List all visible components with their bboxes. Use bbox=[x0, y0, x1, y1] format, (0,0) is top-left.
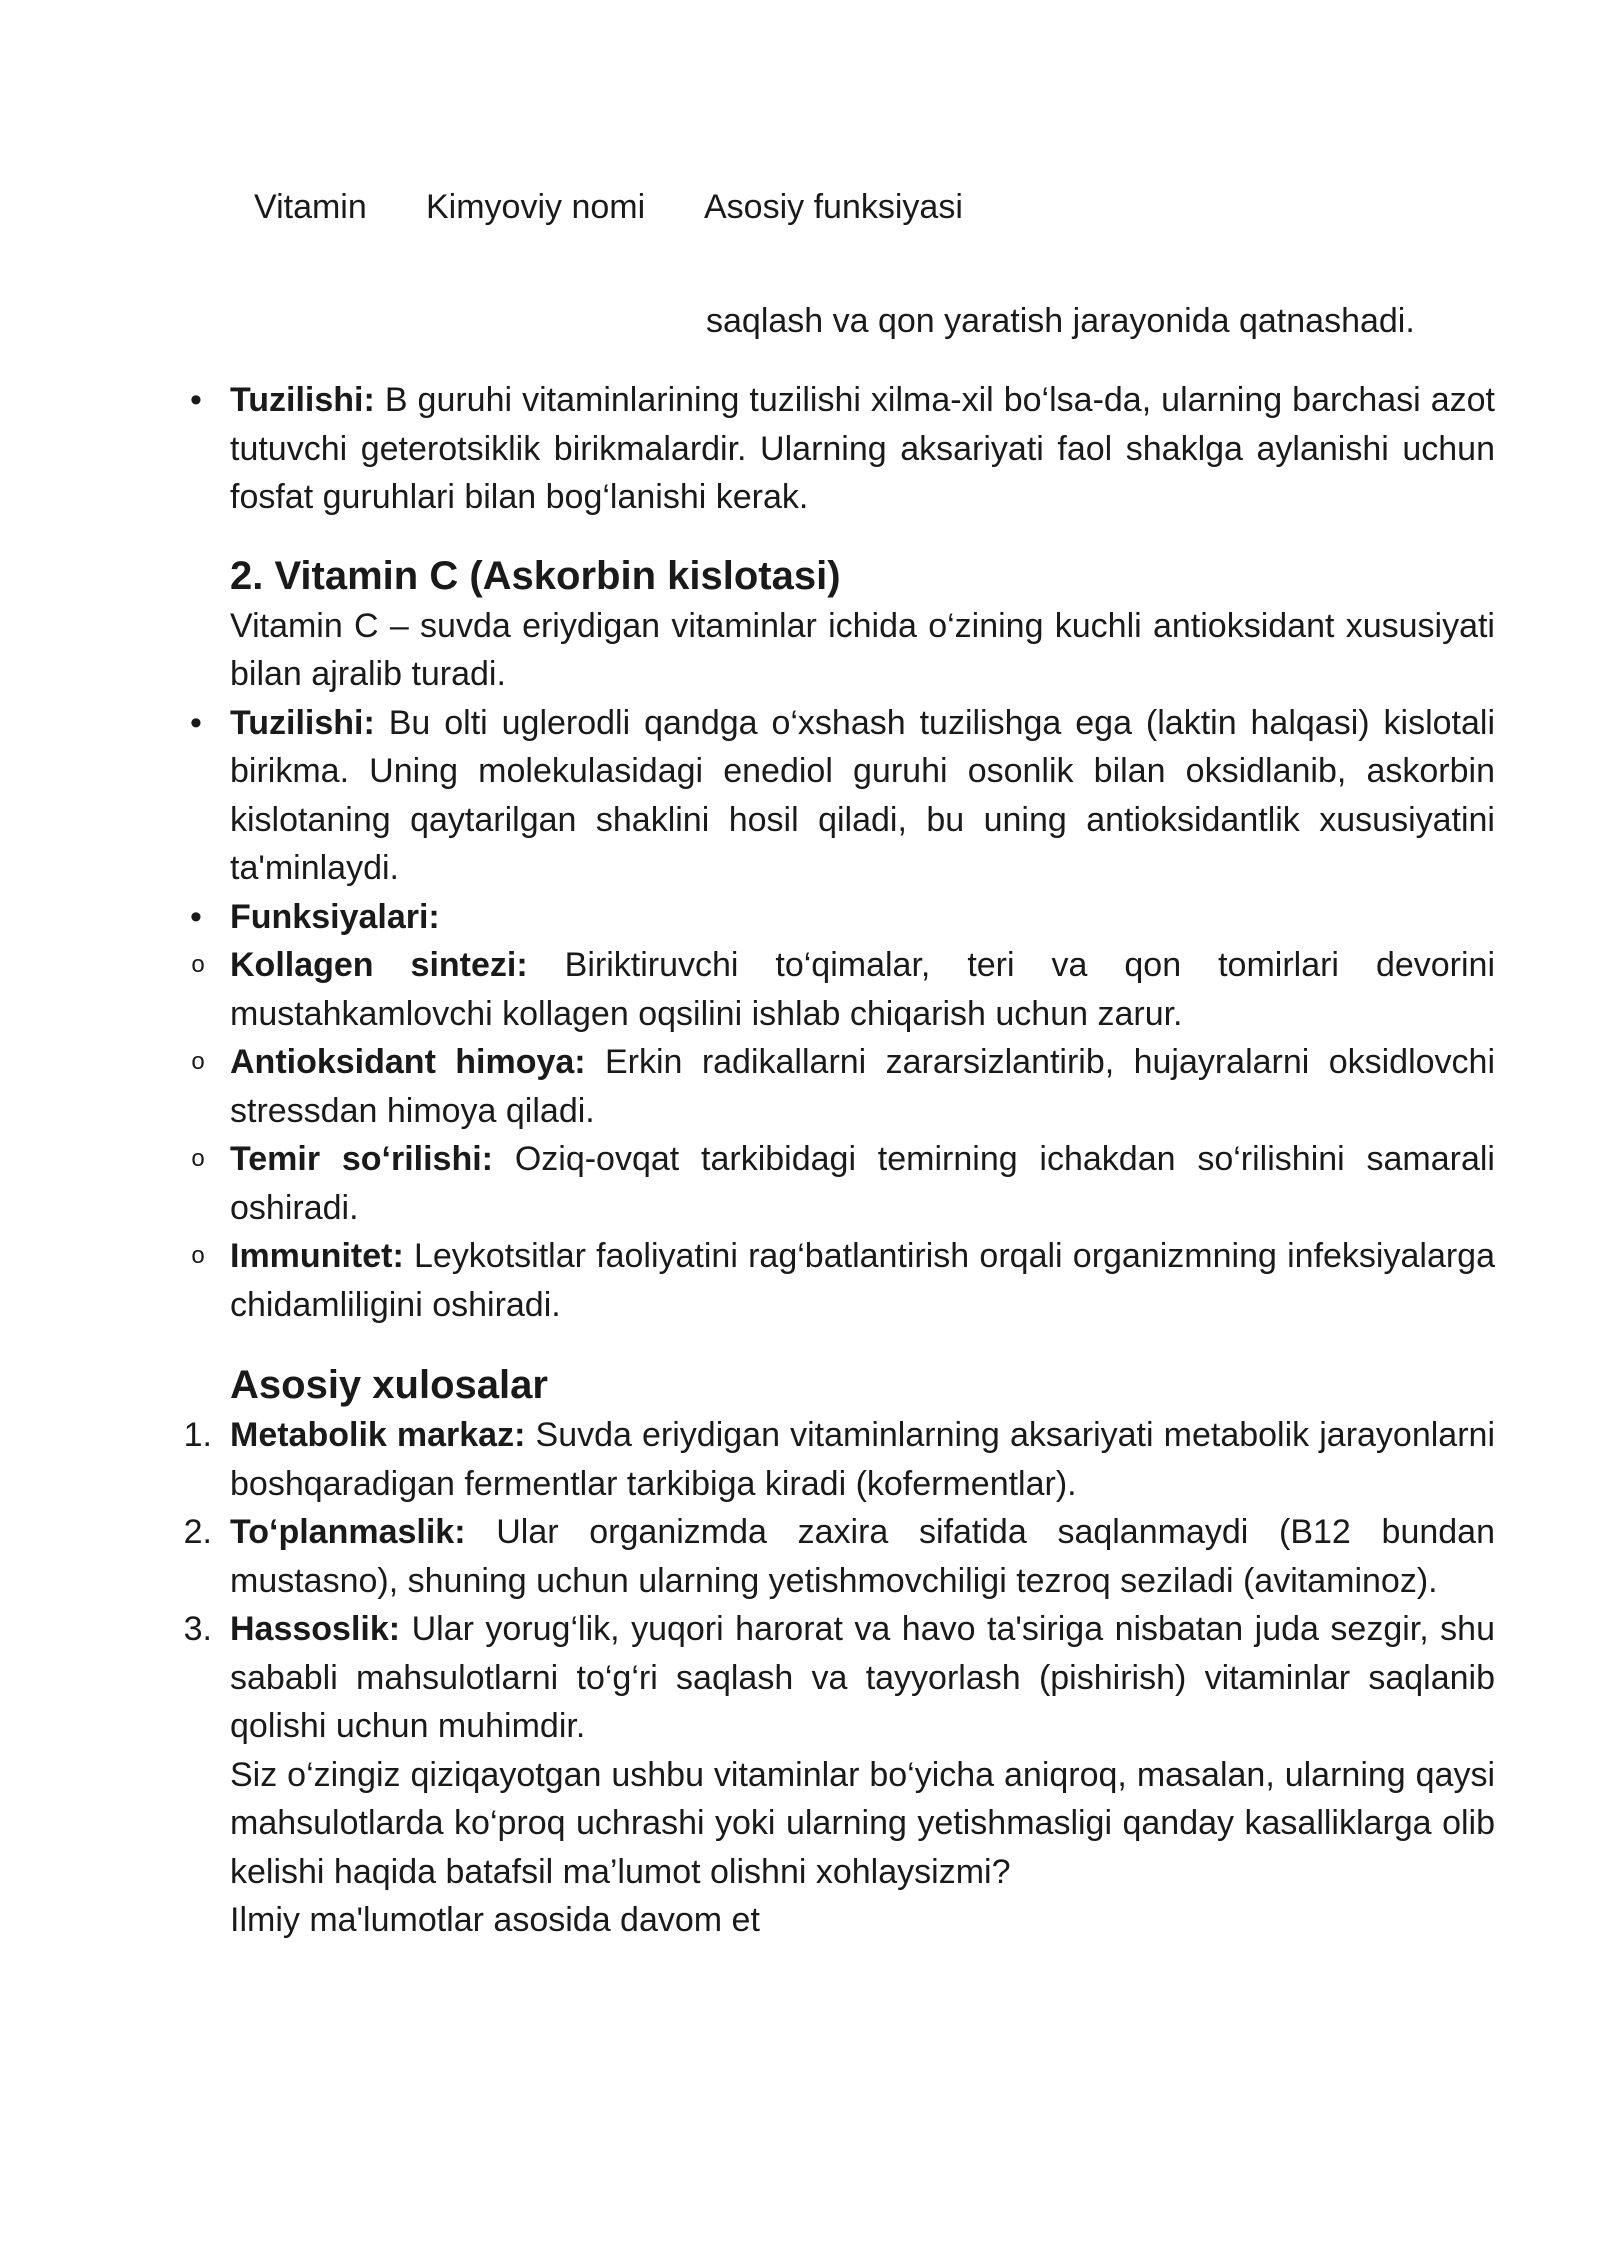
conclusion-label: Hassoslik: bbox=[230, 1610, 401, 1648]
structure-text: B guruhi vitaminlarining tuzilishi xilma-xil bo‘lsa-da, ularning barchasi azot tutuvchi geterotsiklik birikmalardir. Ularning aksariyati faol shaklga aylanishi uchun fosfat guruhlari bilan bog‘lanishi kerak. bbox=[230, 381, 1495, 516]
function-item-iron bbox=[191, 1135, 1495, 1232]
conclusion-item bbox=[183, 1508, 1495, 1605]
bullet-marker: • bbox=[190, 703, 202, 742]
circle-marker: o bbox=[191, 1145, 205, 1172]
functions-label: Funksiyalari: bbox=[230, 897, 440, 936]
number-marker: 3. bbox=[183, 1610, 212, 1648]
function-item-collagen bbox=[191, 941, 1496, 1038]
function-label: Temir so‘rilishi: bbox=[230, 1140, 494, 1178]
structure-text: Bu olti uglerodli qandga o‘xshash tuzilishga ega (laktin halqasi) kislotali birikma. Uning molekulasidagi enediol guruhi osonlik bilan oksidlanib, askorbin kislotaning qaytarilgan shaklini hosil qiladi, bu uning antioksidantlik xususiyatini ta'minlaydi. bbox=[230, 703, 1495, 887]
conclusion-text: Ular yorug‘lik, yuqori harorat va havo ta'siriga nisbatan juda sezgir, shu sababli mahsulotlarni to‘g‘ri saqlash va tayyorlash (pishirish) vitaminlar saqlanib qolishi uchun muhimdir. bbox=[230, 1610, 1495, 1745]
function-label: Antioksidant himoya: bbox=[230, 1043, 586, 1081]
conclusion-item bbox=[183, 1411, 1496, 1508]
conclusions-heading: Asosiy xulosalar bbox=[230, 1363, 548, 1407]
circle-marker: o bbox=[191, 1242, 205, 1269]
function-label: Kollagen sintezi: bbox=[230, 946, 528, 984]
structure-label: Tuzilishi: bbox=[230, 703, 375, 742]
function-item-immunity bbox=[191, 1232, 1495, 1329]
vitamin-c-functions-item bbox=[190, 893, 1495, 942]
number-marker: 2. bbox=[183, 1513, 212, 1551]
circle-marker: o bbox=[191, 1048, 205, 1075]
vitamin-c-intro: Vitamin C – suvda eriydigan vitaminlar ichida o‘zining kuchli antioksidant xususiyati bilan ajralib turadi. bbox=[230, 606, 1495, 693]
number-marker: 1. bbox=[183, 1416, 212, 1454]
vitamin-c-structure-item bbox=[190, 699, 1495, 893]
circle-marker: o bbox=[191, 951, 205, 978]
conclusion-text: Ular organizmda zaxira sifatida saqlanmaydi (B12 bundan mustasno), shuning uchun ularning yetishmovchiligi tezroq seziladi (avitaminoz). bbox=[230, 1513, 1495, 1600]
conclusion-label: Metabolik markaz: bbox=[230, 1416, 526, 1454]
structure-label: Tuzilishi: bbox=[230, 381, 375, 419]
function-text: Biriktiruvchi to‘qimalar, teri va qon tomirlari devorini mustahkamlovchi kollagen oqsilini ishlab chiqarish uchun zarur. bbox=[230, 946, 1496, 1033]
column-header-main-function: Asosiy funksiyasi bbox=[704, 188, 963, 226]
vitamin-c-heading: 2. Vitamin C (Askorbin kislotasi) bbox=[230, 553, 841, 598]
b-group-structure-item bbox=[190, 376, 1495, 522]
table-cell-continuation: saqlash va qon yaratish jarayonida qatnashadi. bbox=[706, 302, 1415, 340]
follow-up-question: Siz o‘zingiz qiziqayotgan ushbu vitaminlar bo‘yicha aniqroq, masalan, ularning qaysi mahsulotlarda ko‘proq uchrashi yoki ularning yetishmasligi qanday kasalliklarga olib kelishi haqida batafsil ma’lumot olishni xohlaysizmi? bbox=[230, 1755, 1495, 1891]
column-header-chemical-name: Kimyoviy nomi bbox=[426, 188, 646, 226]
function-text: Erkin radikallarni zararsizlantirib, hujayralarni oksidlovchi stressdan himoya qiladi. bbox=[230, 1043, 1495, 1130]
function-text: Leykotsitlar faoliyatini rag‘batlantirish orqali organizmning infeksiyalarga chidamliligini oshiradi. bbox=[230, 1237, 1495, 1324]
function-label: Immunitet: bbox=[230, 1237, 404, 1275]
bullet-marker: • bbox=[190, 381, 202, 419]
bullet-marker: • bbox=[190, 897, 202, 936]
function-text: Oziq-ovqat tarkibidagi temirning ichakdan so‘rilishini samarali oshiradi. bbox=[230, 1140, 1495, 1227]
conclusion-item bbox=[183, 1605, 1495, 1751]
conclusion-text: Suvda eriydigan vitaminlarning aksariyati metabolik jarayonlarni boshqaradigan fermentlar tarkibiga kiradi (kofermentlar). bbox=[230, 1416, 1496, 1503]
conclusion-label: To‘planmaslik: bbox=[230, 1513, 466, 1551]
column-header-vitamin: Vitamin bbox=[254, 188, 367, 226]
document-body bbox=[183, 376, 1496, 1945]
function-item-antioxidant bbox=[191, 1038, 1495, 1135]
vitamin-table-header bbox=[254, 184, 963, 230]
closing-line: Ilmiy ma'lumotlar asosida davom et bbox=[230, 1901, 760, 1939]
